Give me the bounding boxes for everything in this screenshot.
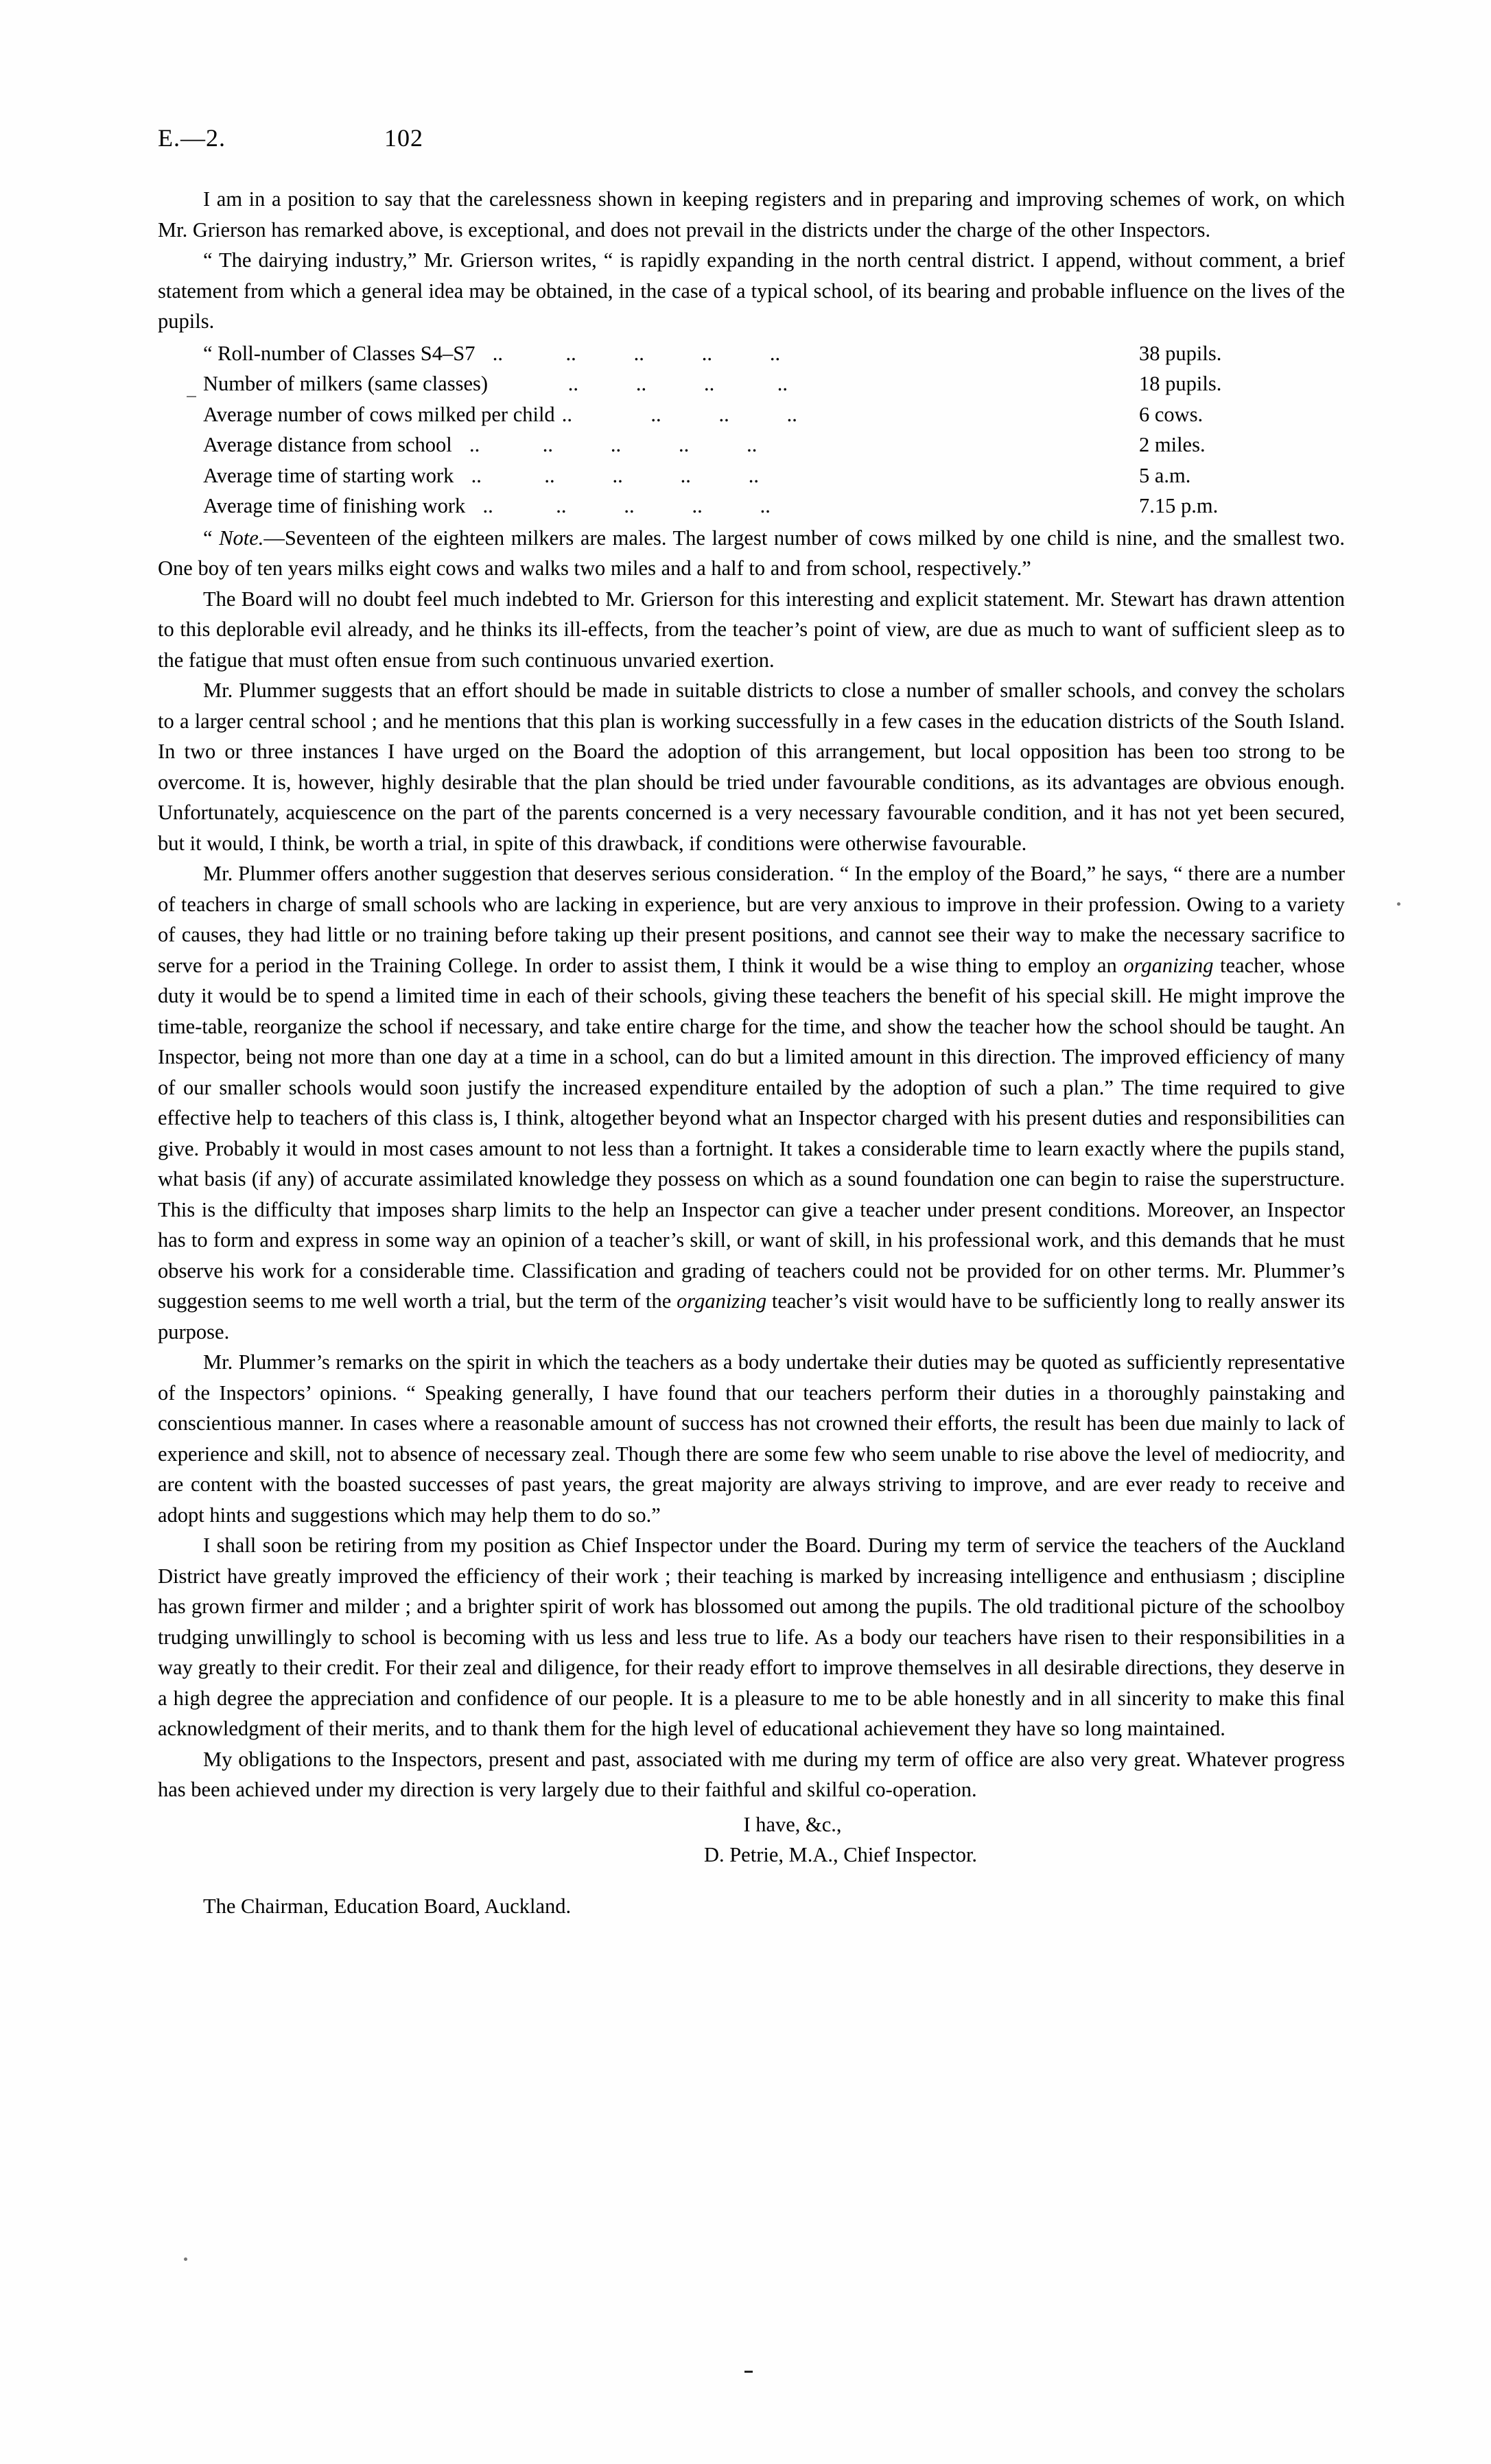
- paragraph: I am in a position to say that the carelessness shown in keeping registers and in preparing and improving schemes of work, on which Mr. Grierson has remarked above, is exceptional, and does not prevail in the districts under the charge of the other Inspectors.: [158, 187, 1345, 242]
- stat-value: 38 pupils.: [1139, 341, 1222, 365]
- body-text: [158, 184, 1345, 1921]
- note-paragraph: [158, 523, 1345, 584]
- statistics-table: [158, 338, 1345, 521]
- emphasis-organizing: organizing: [1123, 953, 1214, 977]
- page-content: [158, 124, 1345, 1921]
- leader-dots: .. .. .. ..: [495, 372, 788, 395]
- note-label: Note.: [219, 526, 264, 550]
- stat-label: Average number of cows milked per child: [203, 402, 555, 426]
- table-row: [203, 430, 1345, 460]
- signoff-salutation: I have, &c.,: [743, 1812, 842, 1836]
- leader-dots: .. .. .. .. ..: [460, 463, 759, 487]
- stat-value: 5 a.m.: [1139, 463, 1191, 487]
- signoff-block: [158, 1809, 1345, 1870]
- table-row: [203, 460, 1345, 491]
- table-row: [203, 399, 1345, 430]
- stat-value: 18 pupils.: [1139, 372, 1222, 395]
- paragraph: The Board will no doubt feel much indebted to Mr. Grierson for this interesting and explicit statement. Mr. Stewart has drawn attention to this deplorable evil already, and he thinks its ill-effects, from the teacher’s point of view, are due as much to want of sufficient sleep as to the fatigue that must often ensue from such continuous unvaried exertion.: [158, 587, 1345, 672]
- stat-value: 2 miles.: [1139, 433, 1206, 456]
- table-row: [203, 338, 1345, 369]
- signoff-name: D. Petrie, M.A., Chief Inspector.: [703, 1843, 978, 1866]
- stat-label: Number of milkers (same classes): [203, 372, 489, 395]
- paragraph: Mr. Plummer’s remarks on the spirit in which the teachers as a body undertake their duties may be quoted as sufficiently representative of the Inspectors’ opinions. “ Speaking generally, I have found that our teachers perform their duties in a thoroughly painstaking and conscientious manner. In cases where a reasonable amount of success has not crowned their efforts, the result has been due mainly to lack of experience and skill, not to absence of necessary zeal. Though there are some few who seem unable to rise above the level of mediocrity, and are content with the boasted successes of past years, the great majority are always striving to improve, and are ever ready to receive and adopt hints and suggestions which may help them to do so.”: [158, 1350, 1345, 1527]
- plummer-part-1: Mr. Plummer offers another suggestion that deserves serious consideration. “ In the employ of the Board,” he says, “ there are a number of teachers in charge of small schools who are lacking in experience, but are very anxious to improve in their profession. Owing to a variety of causes, they had little or no training before taking up their present positions, and cannot see their way to make the necessary sacrifice to serve for a period in the Training College. In order to assist them, I think it would be a wise thing to employ an: [158, 862, 1345, 977]
- page-number: 102: [384, 124, 423, 152]
- paragraph: Mr. Plummer suggests that an effort should be made in suitable districts to close a number of smaller schools, and convey the scholars to a larger central school ; and he mentions that this plan is working successfully in a few cases in the education districts of the South Island. In two or three instances I have urged on the Board the adoption of this arrangement, but local opposition has been too strong to be overcome. It is, however, highly desirable that the plan should be tried under favourable conditions, as its advantages are obvious enough. Unfortunately, acquiescence on the part of the parents concerned is a very necessary favourable condition, and it has not yet been secured, but it would, I think, be worth a trial, in spite of this drawback, if conditions were otherwise favourable.: [158, 679, 1345, 855]
- margin-mark-left-upper: [187, 396, 196, 397]
- leader-dots: .. .. .. .. ..: [472, 494, 771, 517]
- margin-mark-left: [184, 2257, 187, 2261]
- note-quote-open: “: [203, 526, 220, 550]
- document-code: E.—2.: [158, 124, 226, 152]
- leader-dots: .. .. .. .. ..: [458, 433, 758, 456]
- stat-value: 7.15 p.m.: [1139, 494, 1219, 517]
- table-row: [203, 491, 1345, 521]
- paragraph: I shall soon be retiring from my position as Chief Inspector under the Board. During my term of service the teachers of the Auckland District have greatly improved the efficiency of their work ; their teaching is marked by increasing intelligence and enthusiasm ; discipline has grown firmer and milder ; and a brighter spirit of work has blossomed out among the pupils. The old traditional picture of the schoolboy trudging unwillingly to school is becoming with us less and less true to life. As a body our teachers have risen to their responsibilities in a way greatly to their credit. For their zeal and diligence, for their ready effort to improve themselves in all desirable directions, they deserve in a high degree the appreciation and confidence of our people. It is a pleasure to me to be able honestly and in all sincerity to make this final acknowledgment of their merits, and to thank them for the high level of educational achievement they have so long maintained.: [158, 1534, 1345, 1740]
- plummer-paragraph: [158, 858, 1345, 1347]
- leader-dots: .. .. .. ..: [561, 402, 797, 426]
- leader-dots: .. .. .. .. ..: [482, 341, 781, 365]
- addressee-line: The Chairman, Education Board, Auckland.: [203, 1894, 572, 1918]
- paragraph: My obligations to the Inspectors, present and past, associated with me during my term of office are also very great. Whatever progress has been achieved under my direction is very largely due to their faithful and skilful co-operation.: [158, 1747, 1345, 1801]
- plummer-part-3: teacher’s visit would have to be sufficiently long to really answer its purpose.: [158, 1289, 1345, 1344]
- paragraph: “ The dairying industry,” Mr. Grierson writes, “ is rapidly expanding in the north central district. I append, without comment, a brief statement from which a general idea may be obtained, in the case of a typical school, of its bearing and probable influence on the lives of the pupils.: [158, 248, 1345, 333]
- stat-label: “ Roll-number of Classes S4–S7: [203, 341, 476, 365]
- stat-label: Average time of finishing work: [203, 494, 466, 517]
- stat-label: Average distance from school: [203, 433, 452, 456]
- margin-mark-right: [1397, 902, 1400, 906]
- page-header: [158, 124, 1345, 152]
- footer-mark: [744, 2371, 753, 2373]
- stat-value: 6 cows.: [1139, 402, 1204, 426]
- emphasis-organizing: organizing: [677, 1289, 767, 1313]
- note-text: —Seventeen of the eighteen milkers are males. The largest number of cows milked by one child is nine, and the smallest two. One boy of ten years milks eight cows and walks two miles and a half to and from school, respectively.”: [158, 526, 1345, 580]
- table-row: [203, 368, 1345, 399]
- plummer-part-2: teacher, whose duty it would be to spend a limited time in each of their schools, giving these teachers the benefit of his special skill. He might improve the time-table, reorganize the school if necessary, and take entire charge for the time, and show the teacher how the school should be taught. An Inspector, being not more than one day at a time in a school, can do but a limited amount in this direction. The improved efficiency of many of our smaller schools would soon justify the increased expenditure entailed by the adoption of such a plan.” The time required to give effective help to teachers of this class is, I think, altogether beyond what an Inspector charged with his present duties and responsibilities can give. Probably it would in most cases amount to not less than a fortnight. It takes a considerable time to learn exactly where the pupils stand, what basis (if any) of accurate assimilated knowledge they possess on which as a sound foundation one can begin to raise the superstructure. This is the difficulty that imposes sharp limits to the help an Inspector can give a teacher under present conditions. Moreover, an Inspector has to form and express in some way an opinion of a teacher’s skill, or want of skill, in his professional work, and this demands that he must observe his work for a considerable time. Classification and grading of teachers could not be provided for on other terms. Mr. Plummer’s suggestion seems to me well worth a trial, but the term of the: [158, 953, 1345, 1313]
- stat-label: Average time of starting work: [203, 463, 454, 487]
